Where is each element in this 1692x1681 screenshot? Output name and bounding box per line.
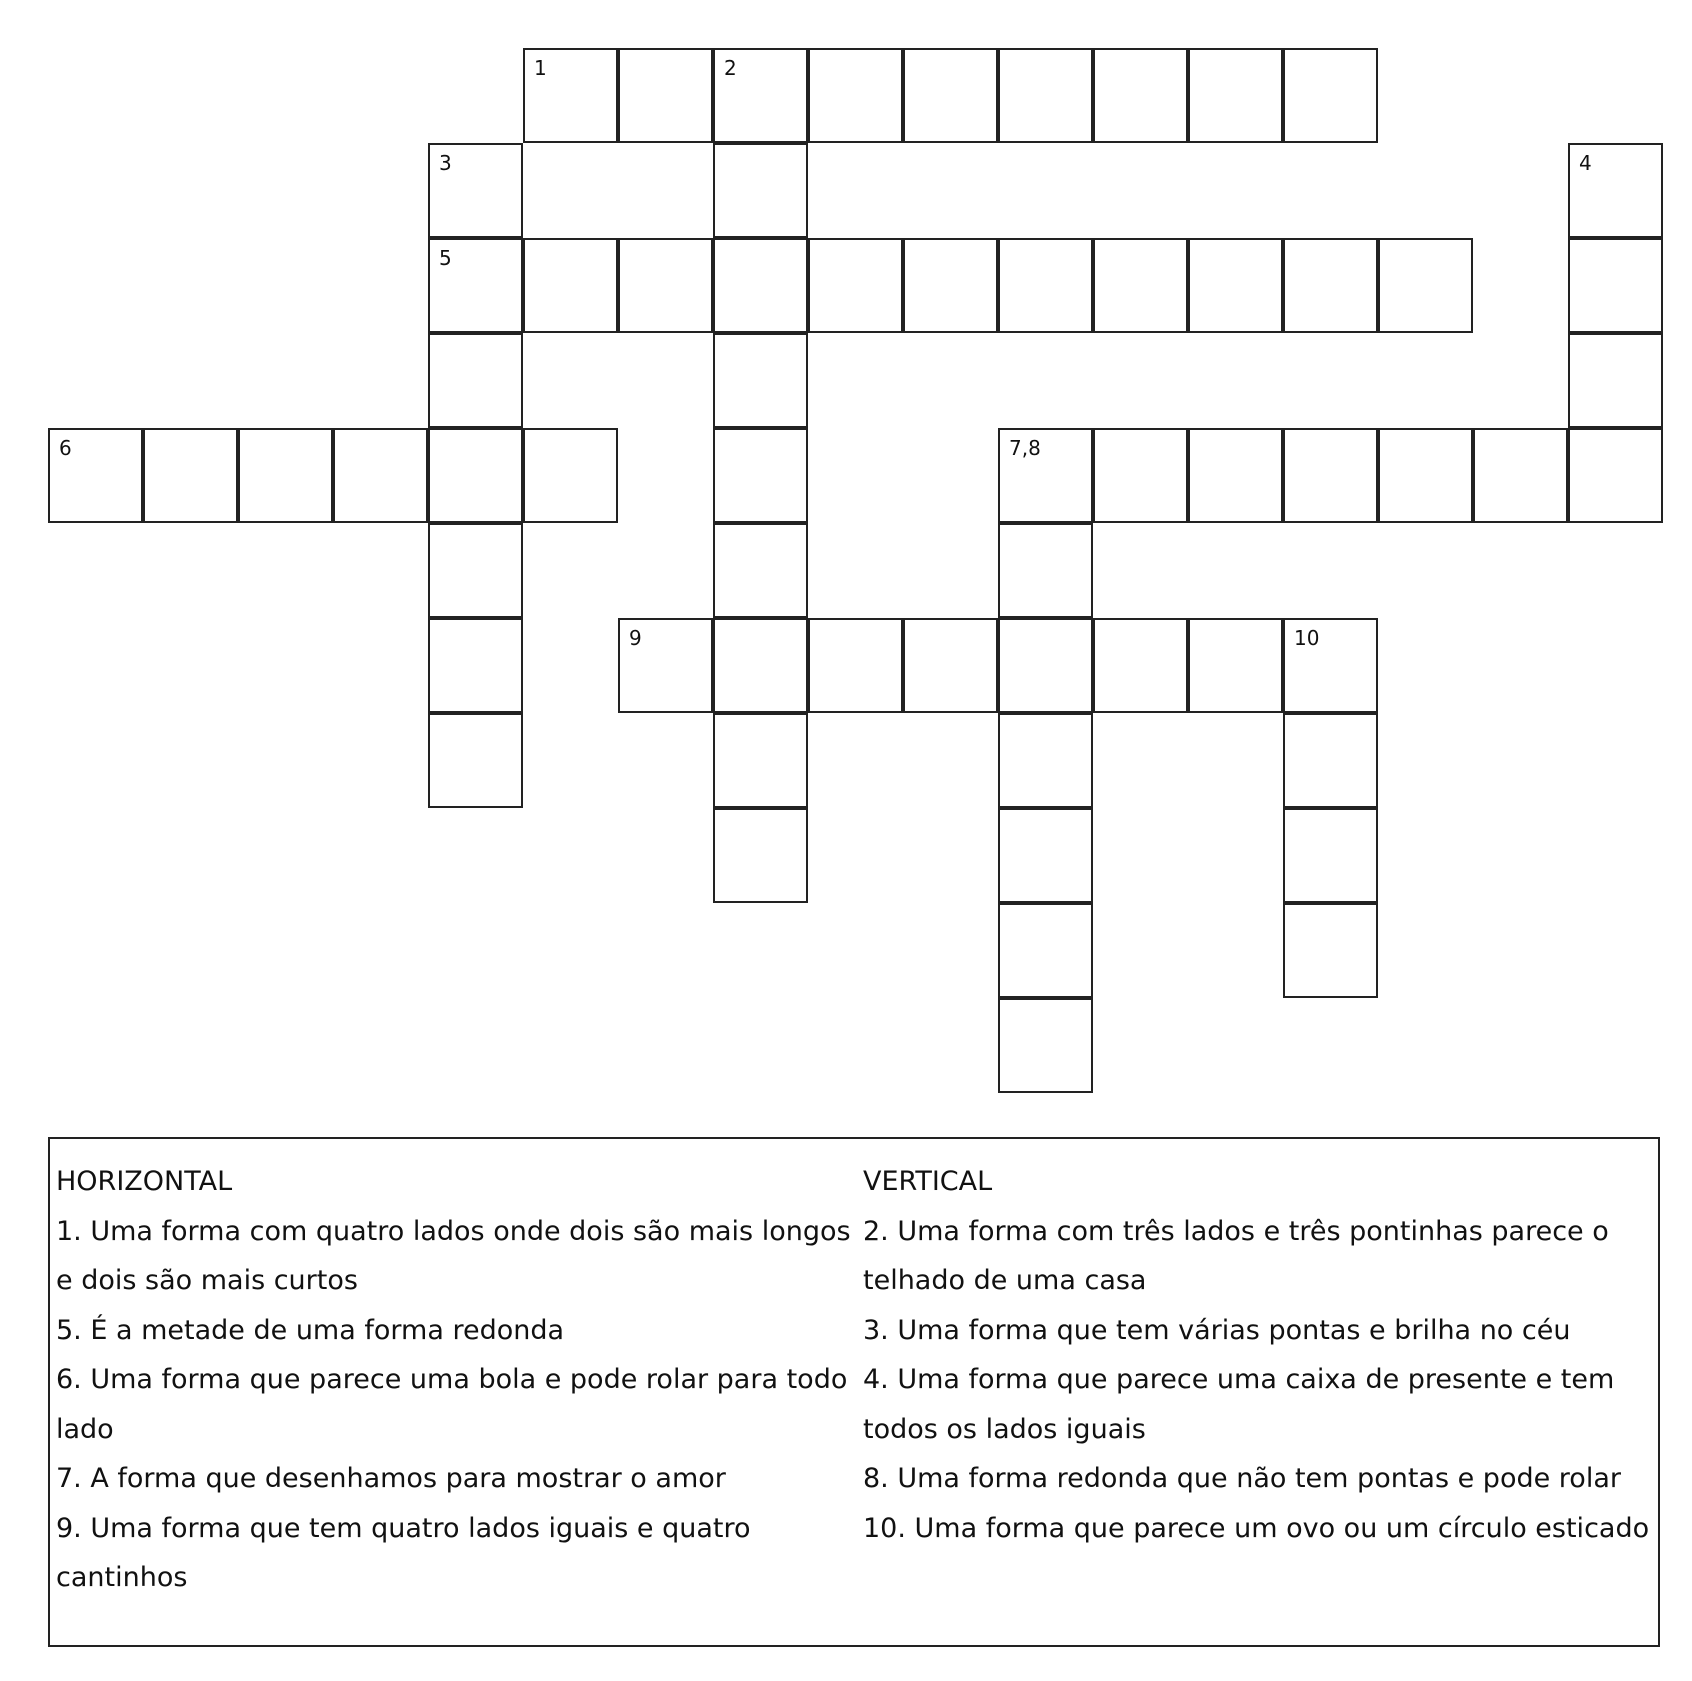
grid-cell[interactable] [998, 903, 1093, 998]
clue-number: 9 [629, 626, 642, 650]
clue-horizontal-7: 7. A forma que desenhamos para mostrar o amor [56, 1463, 726, 1494]
grid-cell[interactable] [713, 808, 808, 903]
grid-cell[interactable] [428, 618, 523, 713]
grid-cell[interactable] [428, 428, 523, 523]
grid-cell[interactable] [1378, 428, 1473, 523]
grid-cell[interactable] [808, 238, 903, 333]
clues-box [48, 1137, 1660, 1647]
grid-cell[interactable] [428, 713, 523, 808]
grid-cell[interactable] [1283, 48, 1378, 143]
grid-cell[interactable] [523, 428, 618, 523]
grid-cell[interactable] [428, 143, 523, 238]
grid-cell[interactable] [428, 523, 523, 618]
grid-cell[interactable] [1568, 238, 1663, 333]
grid-cell[interactable] [428, 238, 523, 333]
grid-cell[interactable] [998, 808, 1093, 903]
grid-cell[interactable] [1093, 428, 1188, 523]
grid-cell[interactable] [523, 238, 618, 333]
grid-cell[interactable] [713, 713, 808, 808]
clue-number: 6 [59, 436, 72, 460]
grid-cell[interactable] [713, 333, 808, 428]
grid-cell[interactable] [618, 618, 713, 713]
grid-cell[interactable] [618, 48, 713, 143]
clue-number: 10 [1294, 626, 1320, 650]
grid-cell[interactable] [1093, 238, 1188, 333]
grid-cell[interactable] [998, 713, 1093, 808]
grid-cell[interactable] [428, 333, 523, 428]
clue-vertical-3: 3. Uma forma que tem várias pontas e brilha no céu [863, 1314, 1571, 1346]
grid-cell[interactable] [1283, 618, 1378, 713]
grid-cell[interactable] [1283, 808, 1378, 903]
grid-cell[interactable] [238, 428, 333, 523]
clue-horizontal-9: 9. Uma forma que tem quatro lados iguais e quatro cantinhos [56, 1512, 751, 1593]
clue-horizontal-6: 6. Uma forma que parece uma bola e pode rolar para todo lado [56, 1364, 848, 1445]
grid-cell[interactable] [1568, 143, 1663, 238]
grid-cell[interactable] [1188, 238, 1283, 333]
clue-vertical-2: 2. Uma forma com três lados e três pontinhas parece o telhado de uma casa [863, 1215, 1609, 1296]
grid-cell[interactable] [1378, 238, 1473, 333]
horizontal-clues [56, 1157, 856, 1603]
grid-cell[interactable] [713, 428, 808, 523]
clue-number: 4 [1579, 151, 1592, 175]
grid-cell[interactable] [1188, 48, 1283, 143]
grid-cell[interactable] [903, 238, 998, 333]
grid-cell[interactable] [808, 618, 903, 713]
grid-cell[interactable] [618, 238, 713, 333]
grid-cell[interactable] [998, 998, 1093, 1093]
grid-cell[interactable] [713, 143, 808, 238]
grid-cell[interactable] [998, 428, 1093, 523]
grid-cell[interactable] [143, 428, 238, 523]
grid-cell[interactable] [713, 238, 808, 333]
clue-number: 5 [439, 246, 452, 270]
clue-number: 3 [439, 151, 452, 175]
grid-cell[interactable] [903, 618, 998, 713]
grid-cell[interactable] [808, 48, 903, 143]
clue-horizontal-5: 5. É a metade de uma forma redonda [56, 1314, 565, 1346]
grid-cell[interactable] [1283, 903, 1378, 998]
grid-cell[interactable] [998, 618, 1093, 713]
grid-cell[interactable] [1568, 333, 1663, 428]
clue-vertical-8: 8. Uma forma redonda que não tem pontas e pode rolar [863, 1463, 1621, 1494]
clue-number: 7,8 [1009, 436, 1041, 460]
clue-horizontal-1: 1. Uma forma com quatro lados onde dois são mais longos e dois são mais curtos [56, 1215, 851, 1296]
vertical-heading: VERTICAL [863, 1166, 993, 1197]
vertical-clues [863, 1157, 1653, 1553]
clue-vertical-10: 10. Uma forma que parece um ovo ou um círculo esticado [863, 1512, 1650, 1544]
grid-cell[interactable] [1188, 428, 1283, 523]
grid-cell[interactable] [48, 428, 143, 523]
grid-cell[interactable] [998, 238, 1093, 333]
grid-cell[interactable] [998, 48, 1093, 143]
grid-cell[interactable] [713, 48, 808, 143]
grid-cell[interactable] [1283, 428, 1378, 523]
grid-cell[interactable] [333, 428, 428, 523]
grid-cell[interactable] [523, 48, 618, 143]
grid-cell[interactable] [1473, 428, 1568, 523]
clue-vertical-4: 4. Uma forma que parece uma caixa de presente e tem todos os lados iguais [863, 1364, 1615, 1445]
grid-cell[interactable] [1093, 618, 1188, 713]
grid-cell[interactable] [1283, 713, 1378, 808]
horizontal-heading: HORIZONTAL [56, 1166, 233, 1197]
grid-cell[interactable] [1188, 618, 1283, 713]
grid-cell[interactable] [1093, 48, 1188, 143]
grid-cell[interactable] [998, 523, 1093, 618]
clue-number: 1 [534, 56, 547, 80]
grid-cell[interactable] [713, 523, 808, 618]
grid-cell[interactable] [1568, 428, 1663, 523]
grid-cell[interactable] [713, 618, 808, 713]
grid-cell[interactable] [1283, 238, 1378, 333]
grid-cell[interactable] [903, 48, 998, 143]
clue-number: 2 [724, 56, 737, 80]
